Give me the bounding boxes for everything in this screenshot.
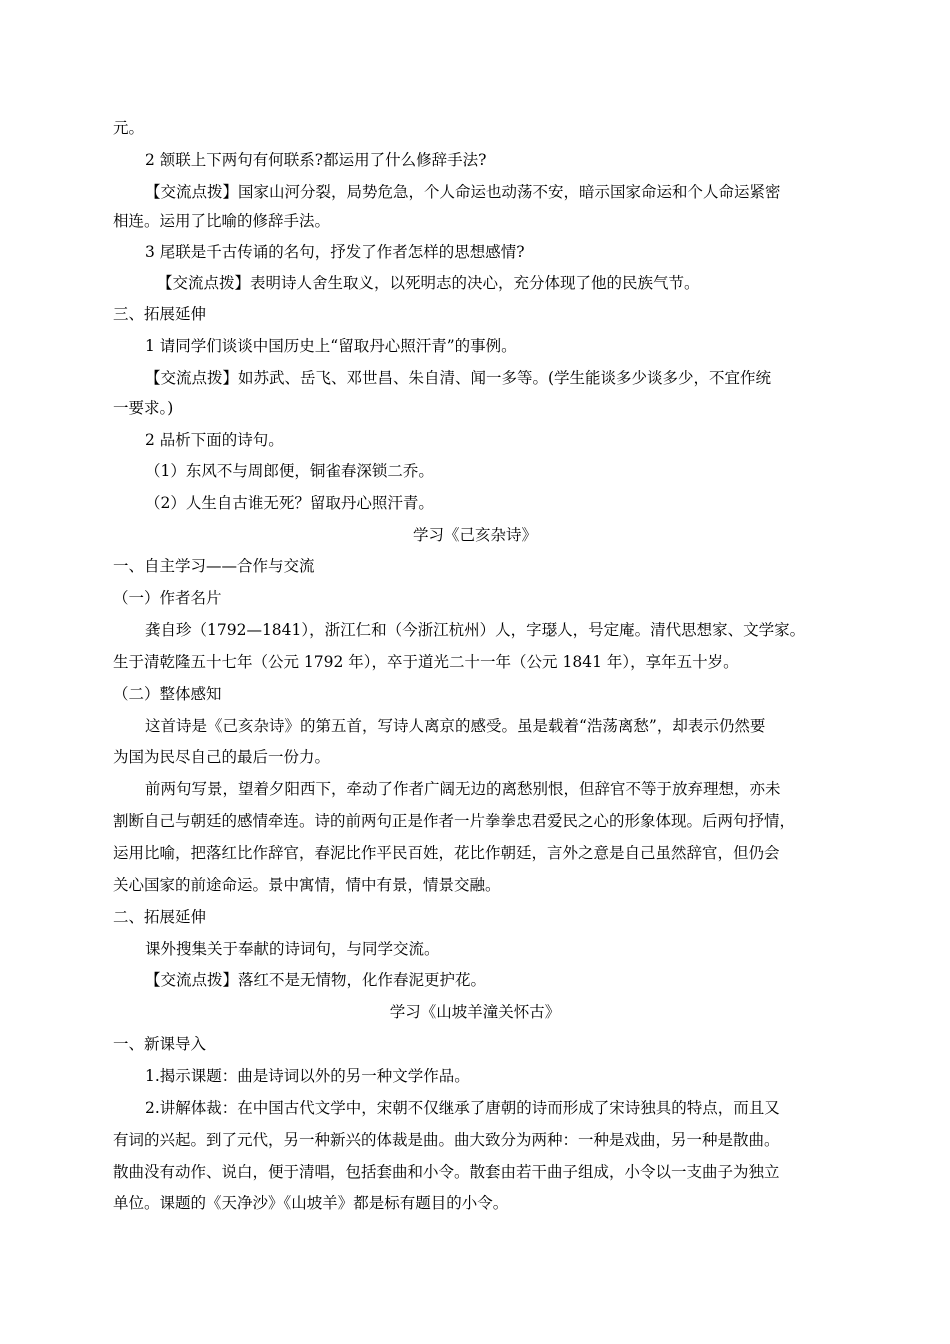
paragraph-line: 龚自珍（1792—1841），浙江仁和（今浙江杭州）人，字璱人，号定庵。清代思想家、文学家。 (145, 621, 806, 639)
paragraph-line: 1.揭示课题：曲是诗词以外的另一种文学作品。 (145, 1067, 470, 1085)
paragraph-line: 关心国家的前途命运。景中寓情，情中有景，情景交融。 (113, 876, 501, 894)
answer-hint: 【交流点拨】落红不是无情物，化作春泥更护花。 (145, 971, 487, 989)
paragraph-line: 为国为民尽自己的最后一份力。 (113, 748, 331, 766)
text-line: 元。 (113, 119, 145, 137)
question-1: 1 请同学们谈谈中国历史上“留取丹心照汗青”的事例。 (145, 337, 517, 355)
text-line: 一要求。) (113, 399, 174, 417)
answer-hint: 【交流点拨】国家山河分裂，局势危急，个人命运也动荡不安，暗示国家命运和个人命运紧密 (145, 183, 781, 201)
subsection-heading: （一）作者名片 (113, 589, 222, 607)
lesson-title: 学习《山坡羊潼关怀古》 (389, 1003, 561, 1021)
poem-line: （2）人生自古谁无死？留取丹心照汗青。 (145, 494, 434, 512)
paragraph-line: 运用比喻，把落红比作辞官，春泥比作平民百姓，花比作朝廷，言外之意是自己虽然辞官，但仍会 (113, 844, 780, 862)
answer-hint: 【交流点拨】表明诗人舍生取义，以死明志的决心，充分体现了他的民族气节。 (157, 274, 700, 292)
subsection-heading: （二）整体感知 (113, 685, 222, 703)
answer-hint: 【交流点拨】如苏武、岳飞、邓世昌、朱自清、闻一多等。(学生能谈多少谈多少，不宜作统 (145, 369, 772, 387)
paragraph-line: 割断自己与朝廷的感情牵连。诗的前两句正是作者一片拳拳忠君爱民之心的形象体现。后两句抒情， (113, 812, 796, 830)
paragraph-line: 前两句写景，望着夕阳西下，牵动了作者广阔无边的离愁别恨，但辞官不等于放弃理想，亦未 (145, 780, 781, 798)
lesson-title: 学习《己亥杂诗》 (412, 526, 537, 544)
paragraph-line: 单位。课题的《天净沙》《山坡羊》都是标有题目的小令。 (113, 1194, 509, 1212)
paragraph-line: 散曲没有动作、说白，便于清唱，包括套曲和小令。散套由若干曲子组成，小令以一支曲子为独立 (113, 1163, 780, 1181)
poem-line: （1）东风不与周郎便，铜雀春深锁二乔。 (145, 462, 434, 480)
question-2: 2 品析下面的诗句。 (145, 431, 284, 449)
paragraph-line: 课外搜集关于奉献的诗词句，与同学交流。 (145, 940, 440, 958)
paragraph-line: 2.讲解体裁：在中国古代文学中，宋朝不仅继承了唐朝的诗而形成了宋诗独具的特点，而且又 (145, 1099, 780, 1117)
section-heading: 一、新课导入 (113, 1035, 207, 1053)
text-line: 相连。运用了比喻的修辞手法。 (113, 212, 331, 230)
paragraph-line: 生于清乾隆五十七年（公元 1792 年），卒于道光二十一年（公元 1841 年），享年五十岁。 (113, 653, 739, 671)
section-heading: 二、拓展延伸 (113, 908, 207, 926)
section-heading: 三、拓展延伸 (113, 305, 207, 323)
question-2: 2 颔联上下两句有何联系?都运用了什么修辞手法? (145, 151, 487, 169)
section-heading: 一、自主学习——合作与交流 (113, 557, 315, 575)
paragraph-line: 有词的兴起。到了元代，另一种新兴的体裁是曲。曲大致分为两种：一种是戏曲，另一种是散曲。 (113, 1131, 780, 1149)
paragraph-line: 这首诗是《己亥杂诗》的第五首，写诗人离京的感受。虽是载着“浩荡离愁”，却表示仍然要 (145, 717, 766, 735)
question-3: 3 尾联是千古传诵的名句，抒发了作者怎样的思想感情? (145, 243, 525, 261)
